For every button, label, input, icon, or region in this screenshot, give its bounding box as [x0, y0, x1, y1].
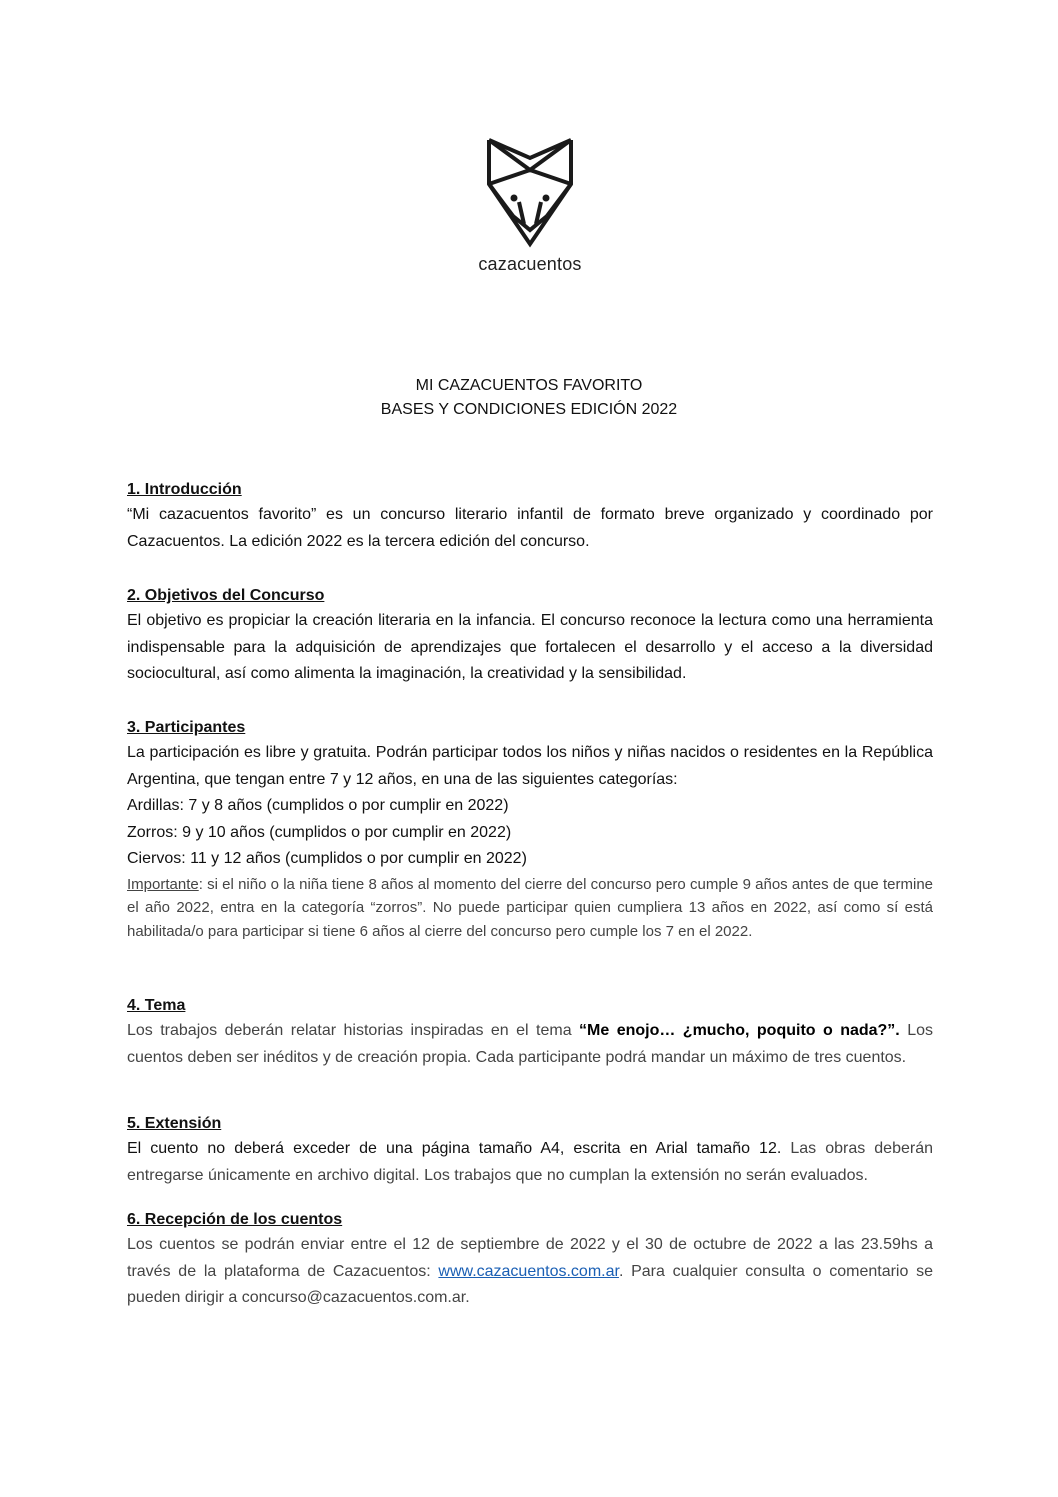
section-heading: 1. Introducción	[127, 481, 242, 498]
recepcion-text-after: . Para cualquier consulta o comentario se pueden dirigir a concurso@cazacuentos.com.ar.	[127, 1262, 934, 1306]
section-paragraph: El objetivo es propiciar la creación literaria en la infancia. El concurso reconoce la lectura como una herramienta indispensable para la adquisición de aprendizajes que fortalecen el desarrollo y el acceso a la diversidad sociocultural, así como alimenta la imaginación, la creatividad y la sensibilidad.	[127, 612, 933, 682]
tema-text-before: Los trabajos deberán relatar historias inspiradas en el tema	[127, 1022, 580, 1039]
tema-theme: “Me enojo… ¿mucho, poquito o nada?”.	[579, 1022, 900, 1039]
cazacuentos-logo	[470, 132, 590, 292]
section-introduccion	[127, 478, 933, 555]
section-paragraph	[127, 1232, 933, 1312]
logo-wordmark: cazacuentos	[478, 254, 582, 274]
category-ciervos: Ciervos: 11 y 12 años (cumplidos o por cumplir en 2022)	[127, 850, 527, 867]
fox-logo-icon	[483, 132, 577, 250]
section-extension	[127, 1112, 933, 1189]
section-heading: 6. Recepción de los cuentos	[127, 1211, 343, 1228]
section-participantes	[127, 716, 933, 943]
section-paragraph	[127, 1136, 933, 1189]
extension-text-before: El cuento no deberá exceder de una página tamaño A4, escrita en Arial tamaño 12.	[127, 1140, 782, 1157]
section-recepcion	[127, 1208, 933, 1312]
note-text: : si el niño o la niña tiene 8 años al momento del cierre del concurso pero cumple 9 años antes de que termine el año 2022, entra en la categoría “zorros”. No puede participar quien cumpliera 13 años en 2022, así como sí está habilitada/o para participar si tiene 6 años al cierre del concurso pero cumple los 7 en el 2022.	[127, 875, 933, 940]
section-heading: 3. Participantes	[127, 719, 246, 736]
section-paragraph: La participación es libre y gratuita. Podrán participar todos los niños y niñas nacidos o residentes en la República Argentina, que tengan entre 7 y 12 años, en una de las siguientes categorías:	[127, 744, 933, 788]
section-paragraph	[127, 1018, 933, 1071]
extension-text-after: Las obras deberán entregarse únicamente en archivo digital. Los trabajos que no cumplan la extensión no serán evaluados.	[127, 1140, 934, 1184]
section-objetivos	[127, 584, 933, 688]
section-heading: 2. Objetivos del Concurso	[127, 587, 325, 604]
note-label: Importante	[127, 875, 199, 893]
category-ardillas: Ardillas: 7 y 8 años (cumplidos o por cumplir en 2022)	[127, 797, 509, 814]
website-link[interactable]: www.cazacuentos.com.ar	[438, 1262, 619, 1280]
recepcion-text-before: Los cuentos se podrán enviar entre el 12 de septiembre de 2022 y el 30 de octubre de 2022 a las 23.59hs a través de la plataforma de Cazacuentos:	[127, 1236, 933, 1280]
tema-text-after: Los cuentos deben ser inéditos y de creación propia. Cada participante podrá mandar un máximo de tres cuentos.	[127, 1022, 933, 1066]
section-tema	[127, 994, 933, 1071]
document-title: MI CAZACUENTOS FAVORITO	[415, 377, 643, 394]
section-heading: 5. Extensión	[127, 1115, 222, 1132]
section-paragraph: “Mi cazacuentos favorito” es un concurso literario infantil de formato breve organizado y coordinado por Cazacuentos. La edición 2022 es la tercera edición del concurso.	[127, 506, 933, 550]
section-heading: 4. Tema	[127, 997, 186, 1014]
category-zorros: Zorros: 9 y 10 años (cumplidos o por cumplir en 2022)	[127, 823, 512, 841]
important-note	[127, 873, 933, 944]
document-subtitle: BASES Y CONDICIONES EDICIÓN 2022	[380, 401, 678, 418]
